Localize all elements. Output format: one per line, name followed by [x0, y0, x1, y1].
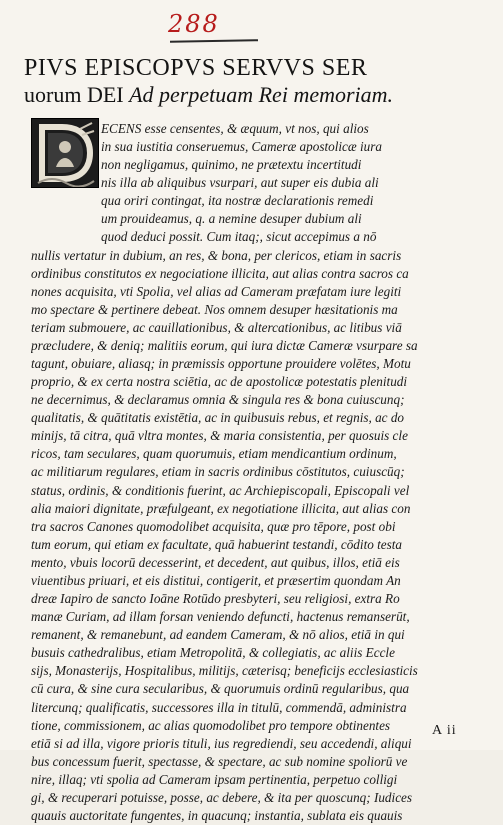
body-line: in sua iustitia conseruemus, Cameræ apostolicæ iura — [101, 139, 382, 155]
body-line: manæ Curiam, ad illam forsan veniendo defuncti, hactenus remanserūt, — [31, 609, 410, 625]
body-line: nis illa ab aliquibus vsurpari, aut super eis dubia ali — [101, 175, 379, 191]
body-line: proprio, & ex certa nostra sciētia, ac de apostolicæ potestatis plenitudi — [31, 374, 408, 390]
body-line: præcludere, & deniq; malitiis eorum, qui iura dictæ Cameræ vsurpare sa — [31, 337, 418, 353]
handwritten-number-text: 288 — [168, 10, 220, 38]
heading-line-2 — [24, 83, 494, 106]
body-line: nire, illaq; vti spolia ad Cameram ipsam pertinentia, perpetuo colligi — [31, 771, 398, 787]
body-line: qualitatis, & quātitatis existētia, ac in quibusuis rebus, et regnis, ac do — [31, 410, 405, 426]
body-line: nones acquisita, vti Spolia, vel alias ad Cameram præfatam iure legiti — [31, 283, 402, 299]
handwritten-page-number — [168, 10, 248, 40]
body-line: non negligamus, quinimo, ne prætextu incertitudi — [101, 157, 362, 173]
body-line: bus concessum fuerit, spectasse, & spectare, ac sub nomine spoliorū ve — [31, 753, 408, 769]
body-line: alia maiori dignitate, præfulgeant, ex negotiatione illicita, aut alias con — [31, 500, 411, 516]
body-line: tagunt, obuiare, aliasq; in præmissis opportune prouidere volētes, Motu — [31, 356, 411, 372]
body-line: cū cura, & sine cura secularibus, & quorumuis ordinū regularibus, qua — [31, 681, 410, 697]
body-line: mo spectare & pertinere debeat. Nos omnem desuper hæsitationis ma — [31, 301, 398, 317]
body-line: tum eorum, qui etiam ex facultate, quā habuerint testandi, cōdito testa — [31, 536, 403, 552]
body-line: ECENS esse censentes, & æquum, vt nos, qui alios — [101, 121, 369, 136]
body-line: quod deduci possit. Cum itaq;, sicut accepimus a nō — [101, 229, 377, 245]
body-line: mento, vbuis locorū decesserint, et decedent, aut quibus, illos, etiā eis — [31, 554, 400, 570]
body-line: gi, & recuperari potuisse, posse, ac debere, & ita per quoscunq; Iudices — [31, 789, 413, 805]
body-line: qua oriri contingat, ita nostræ declarationis remedi — [101, 193, 374, 209]
body-line: ricos, tam seculares, quam quorumuis, etiam mendicantium ordinum, — [31, 446, 397, 462]
body-line: viuentibus priuari, et eis distitui, contigerit, et præsertim quondam An — [31, 572, 401, 588]
body-text — [31, 120, 481, 825]
handwritten-underline — [170, 39, 258, 43]
heading-line-1: PIVS EPISCOPVS SERVVS SER — [24, 55, 368, 81]
body-line: ac militiarum regulares, etiam in sacris ordinibus cōstitutos, cuiuscūq; — [31, 464, 405, 480]
body-line: quauis auctoritate fungentes, in quacunq; instantia, sublata eis quauis — [31, 807, 403, 823]
body-line: teriam submouere, ac cauillationibus, & altercationibus, ac litibus viā — [31, 319, 402, 335]
body-line: minijs, tā citra, quā vltra montes, & maria consistentia, per quosuis cle — [31, 428, 408, 444]
heading-line-2-part-2: Ad perpetuam Rei memoriam. — [129, 82, 394, 108]
body-line: sijs, Monasterijs, Hospitalibus, militijs, cæterisq; beneficijs ecclesiasticis — [31, 663, 418, 679]
body-line: nullis vertatur in dubium, an res, & bona, per clericos, etiam in sacris — [31, 247, 402, 263]
signature-mark: A ii — [432, 723, 457, 738]
body-line: status, ordinis, & conditionis fuerint, ac Archiepiscopali, Episcopali vel — [31, 482, 410, 498]
body-line: dreæ Iapiro de sancto Ioāne Rotūdo presbyteri, seu religiosi, extra Ro — [31, 591, 400, 607]
body-line: tione, commissionem, ac alias quomodolibet pro tempore obtinentes — [31, 717, 391, 733]
body-line: etiā si ad illa, vigore prioris tituli, ius regrediendi, seu accedendi, aliqui — [31, 735, 412, 751]
body-line: busuis cathedralibus, etiam Metropolitā, & collegiatis, ac aliis Eccle — [31, 645, 395, 661]
body-line: ordinibus constitutos ex negociatione illicita, aut alias contra sacros ca — [31, 265, 409, 281]
body-line: litercunq; qualificatis, successores illa in titulū, commendā, administra — [31, 699, 407, 715]
body-line: tra sacros Canones quomodolibet acquisita, quæ pro tēpore, post obi — [31, 518, 396, 534]
heading-line-2-part-1: uorum DEI — [24, 82, 124, 108]
document-heading — [24, 56, 494, 106]
body-line: um prouideamus, q. a nemine desuper dubium ali — [101, 211, 362, 227]
body-line: ne decernimus, & declaramus omnia & singula res & bona cuiuscunq; — [31, 392, 405, 408]
body-line: remanent, & remanebunt, ad eandem Cameram, & nō alios, etiā in qui — [31, 627, 405, 643]
